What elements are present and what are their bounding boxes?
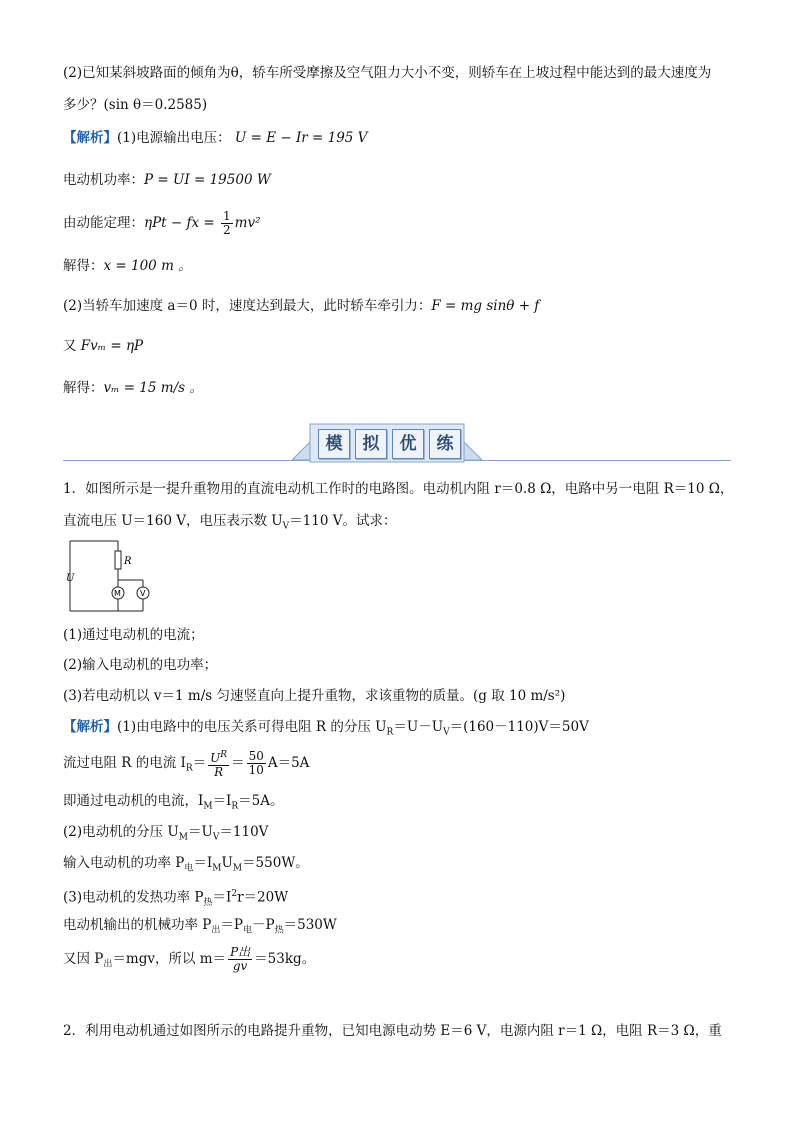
solution-text: ＝53kg。 (254, 951, 316, 967)
solution-text: ＝I (212, 793, 232, 809)
equals: ＝ (192, 755, 207, 771)
equation: P = UI = 19500 W (144, 172, 271, 188)
subscript: 热 (274, 925, 284, 936)
denominator: gv (232, 959, 248, 973)
problem2-line1: 2．利用电动机通过如图所示的电路提升重物，已知电源电动势 E＝6 V，电源内阻 r＝1 Ω，电阻 R＝3 Ω，重 (63, 1023, 722, 1039)
denominator: 10 (248, 763, 264, 777)
p1-solution-line7 (63, 915, 337, 941)
problem1-text: 直流电压 U＝160 V，电压表示数 U (63, 513, 283, 529)
subscript: V (282, 521, 290, 532)
solution-tag: 【解析】 (63, 130, 117, 146)
solution-text: ＝550W。 (242, 855, 309, 871)
numerator-text: U (210, 750, 221, 765)
solution-text: ＝110V (219, 824, 269, 840)
solution-text: (2)当轿车加速度 a＝0 时，速度达到最大，此时轿车牵引力： (63, 298, 432, 314)
problem1-line1: 1．如图所示是一提升重物用的直流电动机工作时的电路图。电动机内阻 r＝0.8 Ω，电路中另一电阻 R＝10 Ω， (63, 481, 734, 497)
denominator: R (214, 764, 224, 779)
p1-solution-line8 (63, 944, 315, 980)
fraction (208, 749, 229, 779)
equation-rhs: mv² (234, 215, 261, 231)
energy-label: 由动能定理： (63, 215, 144, 231)
solution-text: U (221, 855, 233, 871)
superscript: R (220, 749, 228, 760)
p1-solution-line5 (63, 853, 309, 879)
solution-text: ＝I (193, 855, 213, 871)
fraction (247, 750, 266, 777)
solution-text: ＝U (188, 824, 213, 840)
solution-text: 又因 P (63, 951, 104, 967)
question-2-text-line2: 多少？(sin θ＝0.2585) (63, 97, 208, 113)
power-line (63, 170, 271, 190)
numerator: 1 (223, 209, 231, 223)
solution-text: ＝P (220, 917, 243, 933)
solution-tag: 【解析】 (63, 719, 117, 735)
equation: Fvₘ = ηP (80, 338, 144, 354)
circuit-diagram (66, 537, 156, 615)
numerator: 50 (248, 749, 264, 763)
problem1-q3: (3)若电动机以 v＝1 m/s 匀速竖直向上提升重物，求该重物的质量。(g 取 10 m/s²) (63, 688, 566, 704)
solution-text: (1)由电路中的电压关系可得电阻 R 的分压 U (117, 719, 387, 735)
solution-text: ＝U－U (393, 719, 444, 735)
solution-text: ＝530W (283, 917, 337, 933)
label-R: R (124, 556, 132, 567)
solution-text: A＝5A (267, 755, 310, 771)
equation-lhs: ηPt − fx = (144, 215, 215, 231)
again-prefix: 又 (63, 338, 81, 354)
p1-solution-line6 (63, 884, 288, 913)
subscript: V (212, 832, 220, 843)
denominator: 2 (223, 223, 231, 237)
solution-text: 即通过电动机的电流，I (63, 793, 204, 809)
solution-text: ＝(160－110)V＝50V (449, 719, 589, 735)
solution-text: (1)电源输出电压： (117, 130, 231, 146)
energy-line (63, 208, 261, 238)
power-label: 电动机功率： (63, 172, 144, 188)
fraction (228, 946, 252, 973)
solution-text: ＝mgv，所以 m＝ (112, 951, 227, 967)
problem1-line2 (63, 511, 396, 537)
subscript: 出 (211, 925, 221, 936)
question-2-solution (63, 296, 539, 316)
subscript: 热 (203, 898, 213, 909)
section-banner (292, 420, 482, 466)
subscript: V (443, 727, 450, 738)
equation: vₘ = 15 m/s 。 (103, 380, 203, 396)
numerator: P出 (230, 945, 251, 959)
solution-text: r＝20W (237, 889, 289, 906)
subscript: M (203, 801, 213, 812)
solution-line-1 (63, 128, 367, 148)
subscript: 出 (103, 959, 113, 970)
problem1-text-tail: ＝110 V。试求： (289, 513, 397, 529)
solution-text: 流过电阻 R 的电流 I (63, 755, 186, 771)
solve-label: 解得： (63, 380, 104, 396)
equation: x = 100 m 。 (103, 258, 192, 274)
superscript: 2 (231, 889, 238, 899)
subscript: R (231, 801, 239, 812)
again-line (63, 336, 143, 356)
solution-text: ＝I (212, 889, 232, 906)
banner-char-3: 优 (392, 429, 424, 459)
label-U: U (66, 573, 75, 584)
p1-solution-line4 (63, 822, 268, 848)
p1-solution-line2 (63, 748, 309, 784)
problem1-q2: (2)输入电动机的电功率； (63, 657, 218, 673)
subscript: 电 (184, 863, 194, 874)
solution-text: 电动机输出的机械功率 P (63, 917, 212, 933)
banner-char-2: 拟 (355, 429, 387, 459)
fraction (221, 210, 233, 237)
equation: U = E − Ir = 195 V (234, 130, 368, 146)
subscript: R (185, 763, 193, 774)
problem1-q1: (1)通过电动机的电流； (63, 627, 204, 643)
equals: ＝ (231, 755, 245, 771)
voltmeter-label: V (140, 589, 146, 598)
solve2-line (63, 378, 203, 398)
solve-label: 解得： (63, 258, 104, 274)
subscript: R (386, 727, 394, 738)
banner-char-4: 练 (429, 429, 461, 459)
solution-text: (2)电动机的分压 U (63, 824, 179, 840)
equation: F = mg sinθ + f (431, 298, 540, 314)
question-2-text-line1: (2)已知某斜坡路面的倾角为θ，轿车所受摩擦及空气阻力大小不变，则轿车在上坡过程中能达到的最大速度为 (63, 65, 712, 81)
motor-label: M (114, 589, 121, 598)
solution-text: 输入电动机的功率 P (63, 855, 185, 871)
p1-solution-line1 (63, 717, 589, 743)
subscript: M (232, 863, 243, 874)
solution-text: －P (252, 917, 275, 933)
solve-line (63, 256, 192, 276)
subscript: M (212, 863, 222, 874)
subscript: 电 (242, 925, 252, 936)
subscript: M (178, 832, 189, 843)
banner-char-1: 模 (318, 429, 350, 459)
solution-text: ＝5A。 (238, 793, 284, 809)
solution-text: (3)电动机的发热功率 P (63, 889, 204, 906)
numerator (208, 749, 229, 766)
p1-solution-line3 (63, 791, 284, 817)
